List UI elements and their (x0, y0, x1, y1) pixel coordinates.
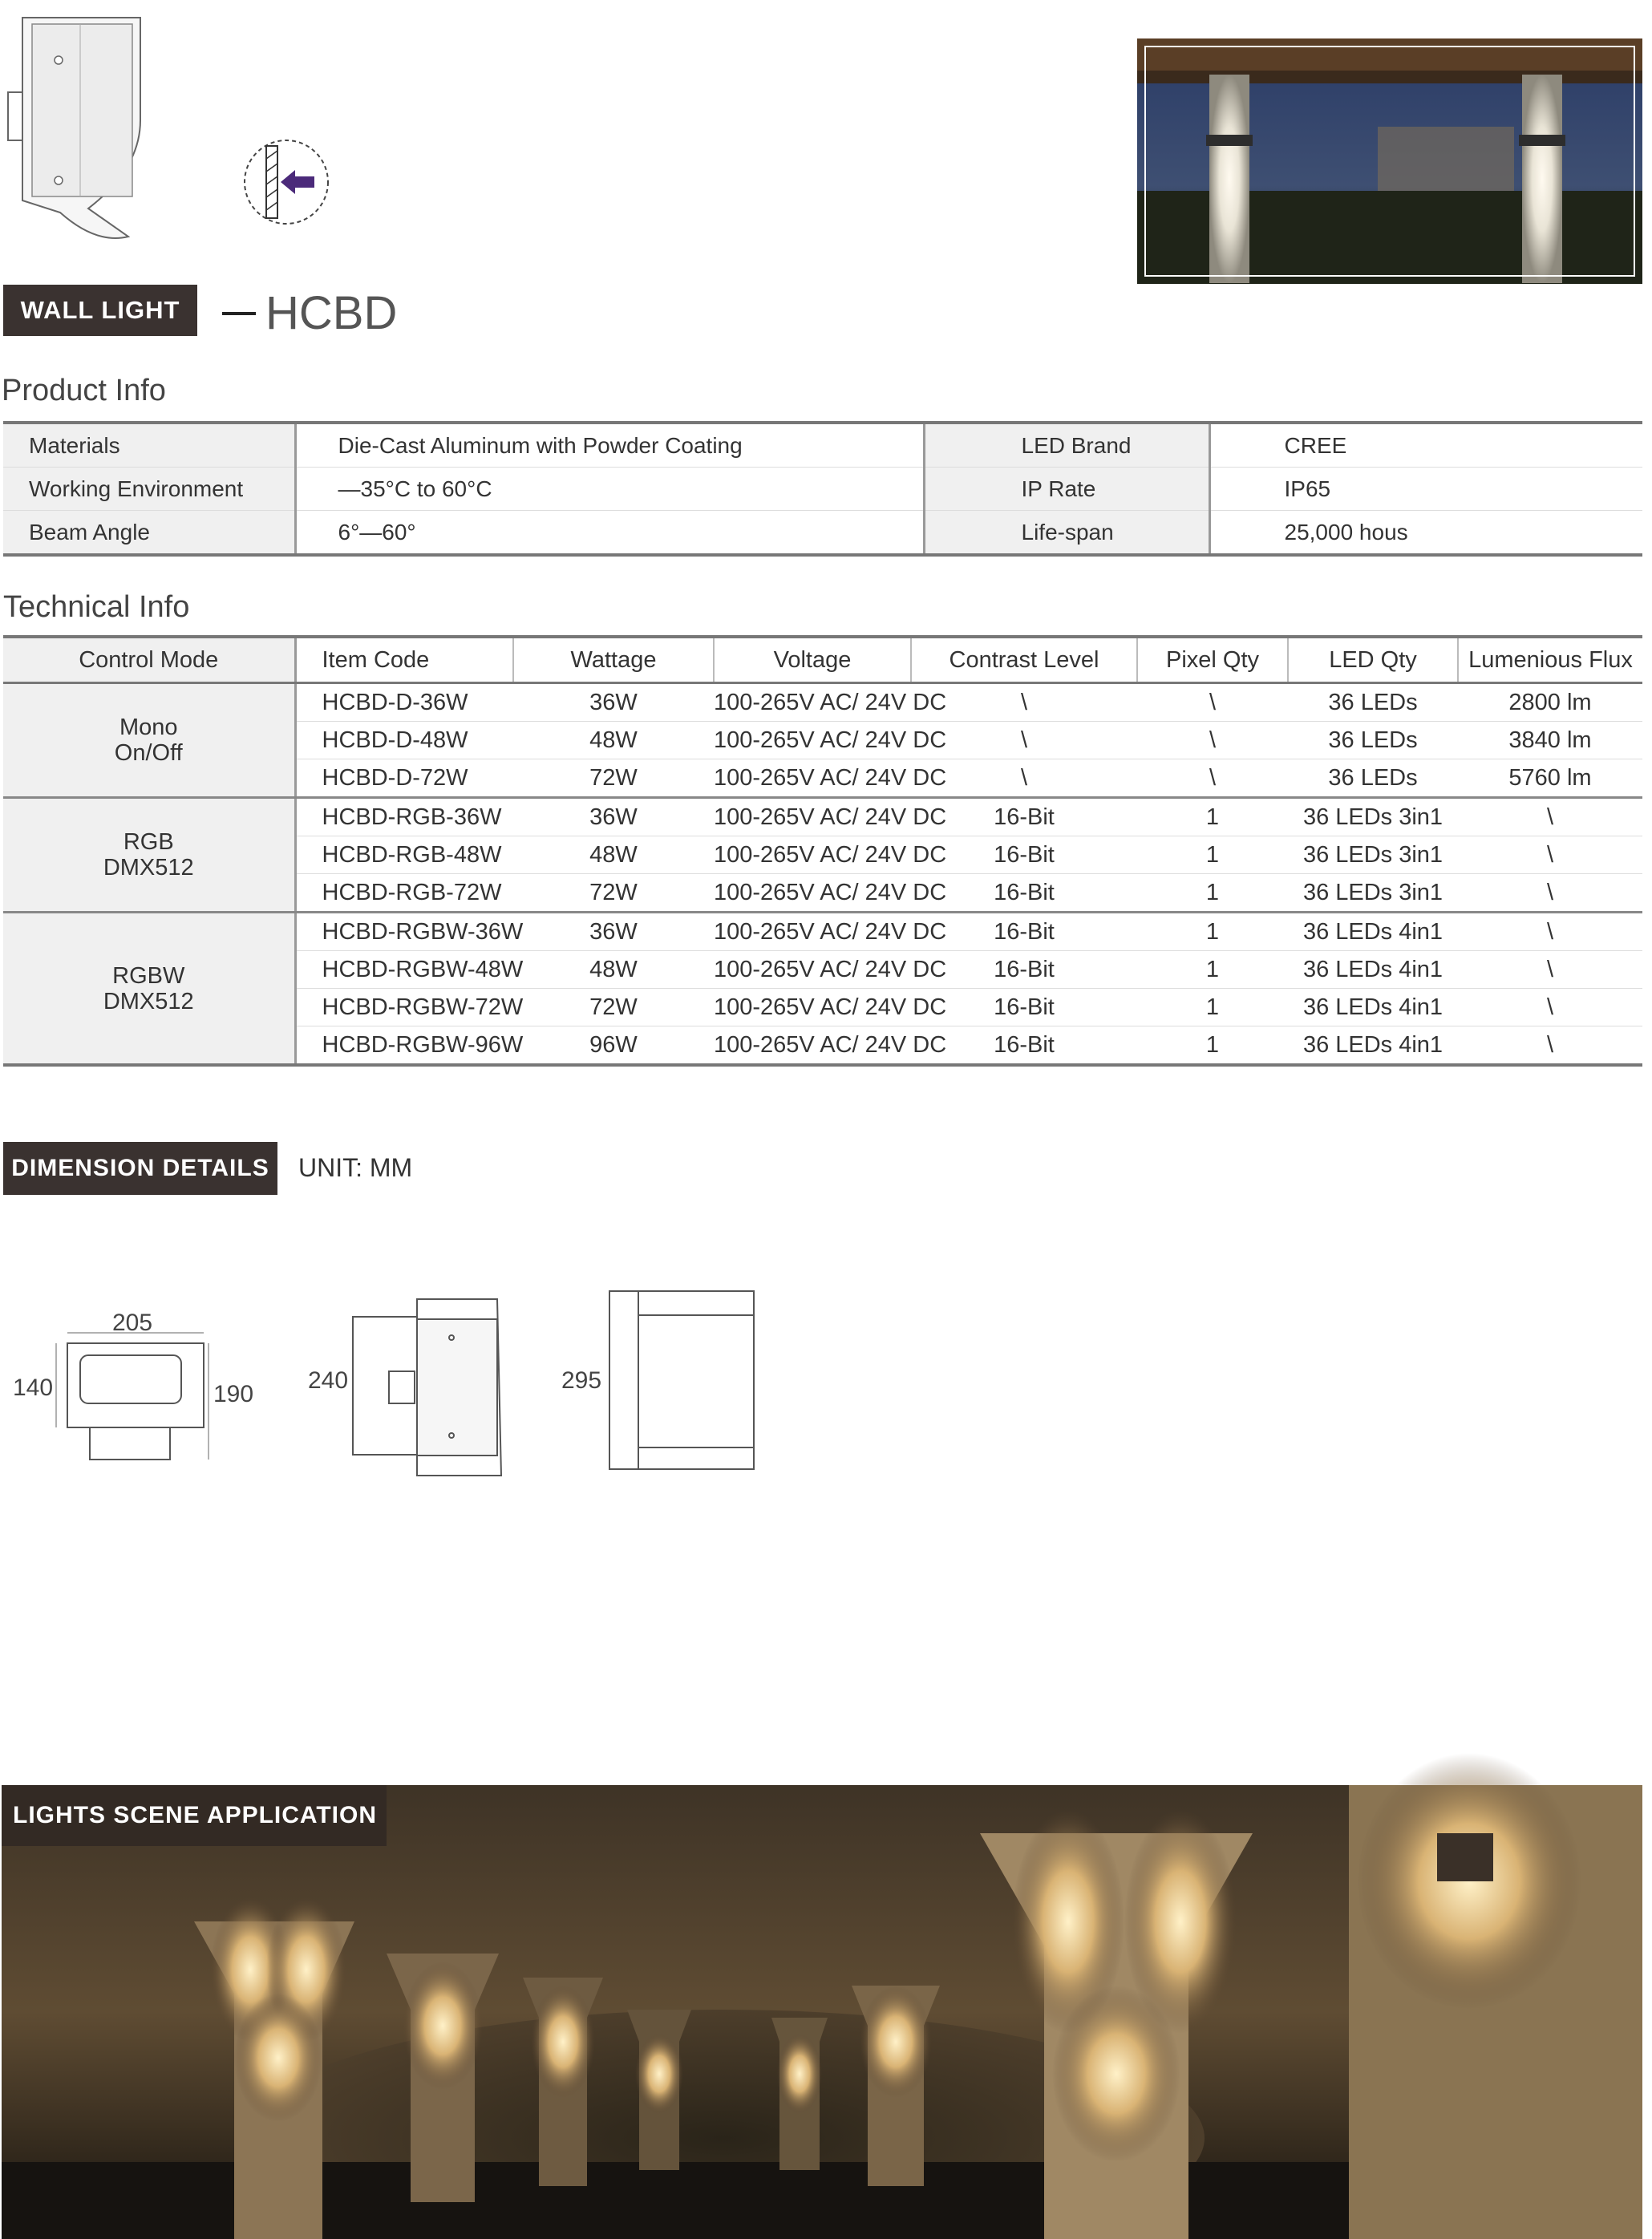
spec-label: Working Environment (3, 468, 295, 511)
pixel-qty: 1 (1137, 913, 1288, 951)
contrast-level: \ (911, 759, 1137, 798)
spec-label: Materials (3, 423, 295, 468)
led-qty: 36 LEDs 3in1 (1288, 836, 1458, 874)
control-mode-cell (3, 913, 295, 1066)
luminous-flux: \ (1458, 874, 1642, 913)
spec-value: 6°—60° (295, 511, 924, 556)
control-mode-line: Mono (119, 715, 178, 740)
technical-info-title: Technical Info (3, 590, 190, 624)
luminous-flux: \ (1458, 913, 1642, 951)
item-code: HCBD-RGB-72W (295, 874, 513, 913)
technical-info-table (3, 635, 1642, 1067)
led-qty: 36 LEDs 3in1 (1288, 874, 1458, 913)
contrast-level: 16-Bit (911, 913, 1137, 951)
pixel-qty: \ (1137, 683, 1288, 722)
dimension-depth-front-label: 140 (13, 1375, 54, 1401)
dimension-height-label: 295 (561, 1367, 602, 1394)
unit-label: UNIT: MM (298, 1153, 413, 1182)
voltage: 100-265V AC/ 24V DC (714, 836, 911, 874)
pixel-qty: \ (1137, 759, 1288, 798)
voltage: 100-265V AC/ 24V DC (714, 722, 911, 759)
spec-label: Beam Angle (3, 511, 295, 556)
contrast-level: \ (911, 722, 1137, 759)
luminous-flux: \ (1458, 989, 1642, 1026)
wattage: 48W (513, 836, 714, 874)
table-row (3, 423, 1642, 468)
contrast-level: 16-Bit (994, 1031, 1055, 1058)
product-info-title: Product Info (2, 374, 166, 407)
product-sketch-image (0, 8, 164, 249)
table-row (3, 913, 1642, 951)
model-dash (222, 312, 256, 315)
spec-value: IP65 (1209, 468, 1642, 511)
led-qty: 36 LEDs 3in1 (1288, 798, 1458, 836)
model-name: HCBD (265, 287, 398, 339)
luminous-flux: 2800 lm (1458, 683, 1642, 722)
dimension-depth-back-label: 190 (213, 1381, 254, 1407)
table-header-row (3, 637, 1642, 683)
dimension-side-height-label: 240 (308, 1367, 349, 1394)
led-qty: 36 LEDs 4in1 (1288, 951, 1458, 989)
pixel-qty: 1 (1137, 989, 1288, 1026)
contrast-level: 16-Bit (911, 951, 1137, 989)
luminous-flux: 5760 lm (1458, 759, 1642, 798)
column-header: LED Qty (1288, 637, 1458, 683)
wattage: 36W (513, 683, 714, 722)
spec-value: Die-Cast Aluminum with Powder Coating (295, 423, 924, 468)
pixel-qty: 1 (1137, 836, 1288, 874)
control-mode-cell (3, 798, 295, 913)
item-code: HCBD-D-48W (295, 722, 513, 759)
contrast-level: 16-Bit (911, 874, 1137, 913)
pixel-qty: 1 (1137, 874, 1288, 913)
contrast-level: \ (911, 683, 1137, 722)
control-mode-cell (3, 683, 295, 798)
wattage: 72W (513, 874, 714, 913)
wattage: 48W (513, 722, 714, 759)
control-mode-line: On/Off (114, 740, 183, 766)
table-row (3, 798, 1642, 836)
scene-application-photo (2, 1785, 1642, 2239)
voltage: 100-265V AC/ 24V DC (714, 759, 911, 798)
led-qty: 36 LEDs 4in1 (1288, 989, 1458, 1026)
voltage: 100-265V AC/ 24V DC (714, 874, 911, 913)
wattage: 72W (513, 759, 714, 798)
contrast-level: 16-Bit (911, 989, 1137, 1026)
wattage: 72W (513, 989, 714, 1026)
column-header: Item Code (295, 637, 513, 683)
product-installation-photo (1137, 38, 1642, 284)
voltage: 100-265V AC/ 24V DC (714, 989, 911, 1026)
lights-scene-application-tag: LIGHTS SCENE APPLICATION (2, 1785, 387, 1846)
led-qty: 36 LEDs 4in1 (1302, 1031, 1443, 1058)
spec-label: IP Rate (924, 468, 1209, 511)
wattage: 96W (589, 1031, 638, 1058)
item-code: HCBD-D-36W (295, 683, 513, 722)
spec-value: 25,000 hous (1209, 511, 1642, 556)
luminous-flux: \ (1546, 1031, 1554, 1058)
voltage: 100-265V AC/ 24V DC (714, 798, 911, 836)
led-qty: 36 LEDs (1288, 722, 1458, 759)
item-code: HCBD-RGBW-72W (295, 989, 513, 1026)
dimension-details-tag: DIMENSION DETAILS (3, 1142, 277, 1195)
column-header: Voltage (714, 637, 911, 683)
column-header: Wattage (513, 637, 714, 683)
column-header: Contrast Level (911, 637, 1137, 683)
item-code: HCBD-RGBW-36W (295, 913, 513, 951)
control-mode-line: DMX512 (103, 855, 194, 881)
pixel-qty: \ (1137, 722, 1288, 759)
product-info-table (3, 421, 1642, 557)
spec-label: Life-span (924, 511, 1209, 556)
luminous-flux: 3840 lm (1458, 722, 1642, 759)
spec-value: CREE (1209, 423, 1642, 468)
voltage: 100-265V AC/ 24V DC (714, 951, 911, 989)
wattage: 36W (513, 798, 714, 836)
category-tag: WALL LIGHT (3, 285, 197, 336)
contrast-level: 16-Bit (911, 836, 1137, 874)
spec-label: LED Brand (924, 423, 1209, 468)
control-mode-line: RGB (123, 829, 174, 855)
item-code: HCBD-RGB-48W (295, 836, 513, 874)
voltage: 100-265V AC/ 24V DC (714, 1031, 947, 1058)
wall-mount-icon (241, 136, 333, 229)
item-code: HCBD-D-72W (295, 759, 513, 798)
led-qty: 36 LEDs 4in1 (1288, 913, 1458, 951)
luminous-flux: \ (1458, 951, 1642, 989)
table-row (3, 511, 1642, 556)
wattage: 36W (513, 913, 714, 951)
table-row (3, 468, 1642, 511)
led-qty: 36 LEDs (1288, 683, 1458, 722)
pixel-qty: 1 (1205, 1031, 1220, 1058)
pixel-qty: 1 (1137, 951, 1288, 989)
control-mode-line: DMX512 (103, 988, 194, 1014)
luminous-flux: \ (1458, 836, 1642, 874)
wattage: 48W (513, 951, 714, 989)
voltage: 100-265V AC/ 24V DC (714, 913, 911, 951)
pixel-qty: 1 (1137, 798, 1288, 836)
column-header: Control Mode (3, 637, 295, 683)
led-qty: 36 LEDs (1288, 759, 1458, 798)
voltage: 100-265V AC/ 24V DC (714, 683, 911, 722)
luminous-flux: \ (1458, 798, 1642, 836)
control-mode-line: RGBW (112, 962, 185, 989)
column-header: Pixel Qty (1137, 637, 1288, 683)
dimension-width-label: 205 (112, 1310, 153, 1336)
spec-value: —35°C to 60°C (295, 468, 924, 511)
table-row (3, 683, 1642, 722)
item-code: HCBD-RGB-36W (295, 798, 513, 836)
item-code: HCBD-RGBW-96W (295, 1026, 513, 1066)
column-header: Lumenious Flux (1458, 637, 1642, 683)
contrast-level: 16-Bit (911, 798, 1137, 836)
item-code: HCBD-RGBW-48W (295, 951, 513, 989)
